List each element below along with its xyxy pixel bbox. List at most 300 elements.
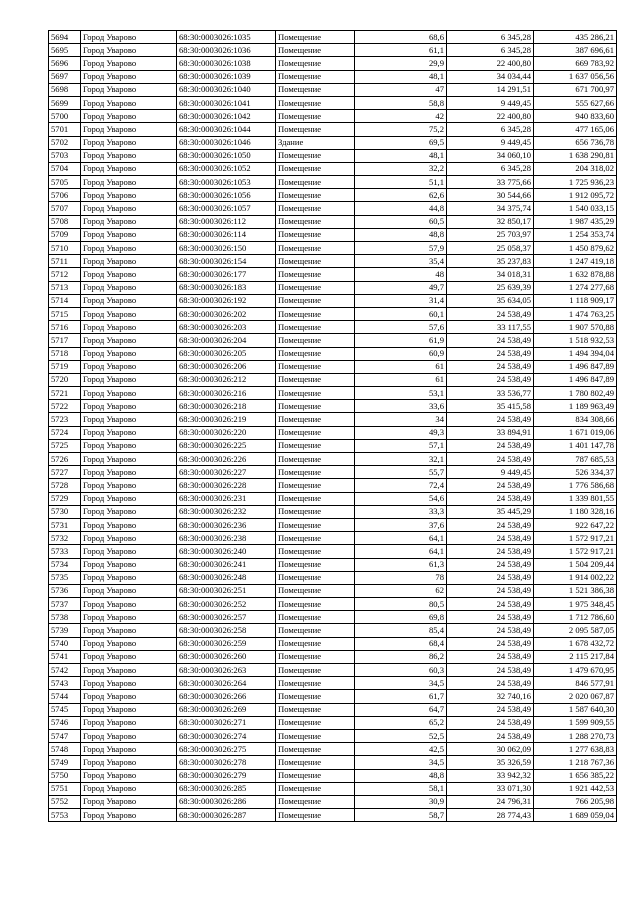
cadastral-value-cell: 435 286,21 bbox=[534, 31, 617, 44]
table-row bbox=[49, 413, 617, 426]
table-row bbox=[49, 571, 617, 584]
table-row bbox=[49, 176, 617, 189]
row-number-cell: 5711 bbox=[49, 255, 81, 268]
object-type-cell: Помещение bbox=[276, 110, 355, 123]
area-cell: 55,7 bbox=[355, 466, 447, 479]
table-row bbox=[49, 703, 617, 716]
cadastral-number-cell: 68:30:0003026:1050 bbox=[177, 149, 276, 162]
object-type-cell: Помещение bbox=[276, 624, 355, 637]
row-number-cell: 5747 bbox=[49, 729, 81, 742]
table-row bbox=[49, 70, 617, 83]
cadastral-value-cell: 1 725 936,23 bbox=[534, 176, 617, 189]
object-type-cell: Помещение bbox=[276, 518, 355, 531]
table-row bbox=[49, 96, 617, 109]
object-type-cell: Помещение bbox=[276, 387, 355, 400]
object-type-cell: Помещение bbox=[276, 228, 355, 241]
cadastral-number-cell: 68:30:0003026:226 bbox=[177, 453, 276, 466]
unit-value-cell: 24 538,49 bbox=[447, 439, 534, 452]
cadastral-number-cell: 68:30:0003026:177 bbox=[177, 268, 276, 281]
cadastral-number-cell: 68:30:0003026:225 bbox=[177, 439, 276, 452]
area-cell: 31,4 bbox=[355, 294, 447, 307]
cadastral-value-cell: 1 921 442,53 bbox=[534, 782, 617, 795]
settlement-cell: Город Уварово bbox=[81, 690, 177, 703]
cadastral-number-cell: 68:30:0003026:114 bbox=[177, 228, 276, 241]
row-number-cell: 5701 bbox=[49, 123, 81, 136]
table-row bbox=[49, 202, 617, 215]
table-row bbox=[49, 545, 617, 558]
table-row bbox=[49, 281, 617, 294]
cadastral-number-cell: 68:30:0003026:1057 bbox=[177, 202, 276, 215]
unit-value-cell: 33 894,91 bbox=[447, 426, 534, 439]
table-row bbox=[49, 294, 617, 307]
object-type-cell: Помещение bbox=[276, 729, 355, 742]
table-row bbox=[49, 44, 617, 57]
unit-value-cell: 28 774,43 bbox=[447, 809, 534, 822]
cadastral-number-cell: 68:30:0003026:266 bbox=[177, 690, 276, 703]
unit-value-cell: 24 538,49 bbox=[447, 716, 534, 729]
area-cell: 48,1 bbox=[355, 70, 447, 83]
cadastral-number-cell: 68:30:0003026:204 bbox=[177, 334, 276, 347]
cadastral-number-cell: 68:30:0003026:279 bbox=[177, 769, 276, 782]
settlement-cell: Город Уварово bbox=[81, 176, 177, 189]
table-row bbox=[49, 123, 617, 136]
area-cell: 48 bbox=[355, 268, 447, 281]
settlement-cell: Город Уварово bbox=[81, 716, 177, 729]
table-row bbox=[49, 347, 617, 360]
row-number-cell: 5724 bbox=[49, 426, 81, 439]
cadastral-value-cell: 1 274 277,68 bbox=[534, 281, 617, 294]
cadastral-number-cell: 68:30:0003026:228 bbox=[177, 479, 276, 492]
unit-value-cell: 24 538,49 bbox=[447, 677, 534, 690]
area-cell: 65,2 bbox=[355, 716, 447, 729]
cadastral-value-cell: 1 479 670,95 bbox=[534, 664, 617, 677]
cadastral-number-cell: 68:30:0003026:1038 bbox=[177, 57, 276, 70]
unit-value-cell: 25 058,37 bbox=[447, 242, 534, 255]
area-cell: 78 bbox=[355, 571, 447, 584]
area-cell: 35,4 bbox=[355, 255, 447, 268]
row-number-cell: 5742 bbox=[49, 664, 81, 677]
object-type-cell: Помещение bbox=[276, 123, 355, 136]
cadastral-value-cell: 1 540 033,15 bbox=[534, 202, 617, 215]
unit-value-cell: 24 538,49 bbox=[447, 307, 534, 320]
cadastral-number-cell: 68:30:0003026:150 bbox=[177, 242, 276, 255]
area-cell: 49,7 bbox=[355, 281, 447, 294]
cadastral-number-cell: 68:30:0003026:252 bbox=[177, 598, 276, 611]
object-type-cell: Помещение bbox=[276, 268, 355, 281]
cadastral-number-cell: 68:30:0003026:183 bbox=[177, 281, 276, 294]
settlement-cell: Город Уварово bbox=[81, 162, 177, 175]
settlement-cell: Город Уварово bbox=[81, 400, 177, 413]
unit-value-cell: 24 538,49 bbox=[447, 453, 534, 466]
row-number-cell: 5745 bbox=[49, 703, 81, 716]
cadastral-value-cell: 1 599 909,55 bbox=[534, 716, 617, 729]
cadastral-value-cell: 555 627,66 bbox=[534, 96, 617, 109]
unit-value-cell: 35 237,83 bbox=[447, 255, 534, 268]
area-cell: 49,3 bbox=[355, 426, 447, 439]
settlement-cell: Город Уварово bbox=[81, 215, 177, 228]
unit-value-cell: 24 538,49 bbox=[447, 637, 534, 650]
cadastral-number-cell: 68:30:0003026:259 bbox=[177, 637, 276, 650]
area-cell: 54,6 bbox=[355, 492, 447, 505]
object-type-cell: Помещение bbox=[276, 492, 355, 505]
object-type-cell: Помещение bbox=[276, 281, 355, 294]
unit-value-cell: 33 536,77 bbox=[447, 387, 534, 400]
unit-value-cell: 24 538,49 bbox=[447, 334, 534, 347]
table-row bbox=[49, 373, 617, 386]
cadastral-value-cell: 1 689 059,04 bbox=[534, 809, 617, 822]
settlement-cell: Город Уварово bbox=[81, 466, 177, 479]
table-row bbox=[49, 466, 617, 479]
unit-value-cell: 24 538,49 bbox=[447, 650, 534, 663]
unit-value-cell: 24 538,49 bbox=[447, 347, 534, 360]
table-row bbox=[49, 162, 617, 175]
cadastral-value-cell: 1 518 932,53 bbox=[534, 334, 617, 347]
area-cell: 33,3 bbox=[355, 505, 447, 518]
area-cell: 80,5 bbox=[355, 598, 447, 611]
area-cell: 68,6 bbox=[355, 31, 447, 44]
row-number-cell: 5696 bbox=[49, 57, 81, 70]
settlement-cell: Город Уварово bbox=[81, 439, 177, 452]
table-row bbox=[49, 809, 617, 822]
object-type-cell: Помещение bbox=[276, 782, 355, 795]
cadastral-number-cell: 68:30:0003026:269 bbox=[177, 703, 276, 716]
table-row bbox=[49, 598, 617, 611]
object-type-cell: Помещение bbox=[276, 294, 355, 307]
table-row bbox=[49, 677, 617, 690]
cadastral-value-cell: 1 474 763,25 bbox=[534, 307, 617, 320]
object-type-cell: Помещение bbox=[276, 558, 355, 571]
cadastral-number-cell: 68:30:0003026:216 bbox=[177, 387, 276, 400]
settlement-cell: Город Уварово bbox=[81, 149, 177, 162]
cadastral-number-cell: 68:30:0003026:238 bbox=[177, 532, 276, 545]
unit-value-cell: 24 538,49 bbox=[447, 373, 534, 386]
row-number-cell: 5731 bbox=[49, 518, 81, 531]
object-type-cell: Помещение bbox=[276, 255, 355, 268]
settlement-cell: Город Уварово bbox=[81, 189, 177, 202]
object-type-cell: Помещение bbox=[276, 83, 355, 96]
area-cell: 61,3 bbox=[355, 558, 447, 571]
row-number-cell: 5698 bbox=[49, 83, 81, 96]
row-number-cell: 5712 bbox=[49, 268, 81, 281]
settlement-cell: Город Уварово bbox=[81, 677, 177, 690]
row-number-cell: 5716 bbox=[49, 321, 81, 334]
row-number-cell: 5729 bbox=[49, 492, 81, 505]
row-number-cell: 5704 bbox=[49, 162, 81, 175]
settlement-cell: Город Уварово bbox=[81, 756, 177, 769]
unit-value-cell: 35 634,05 bbox=[447, 294, 534, 307]
unit-value-cell: 24 538,49 bbox=[447, 558, 534, 571]
table-row bbox=[49, 795, 617, 808]
settlement-cell: Город Уварово bbox=[81, 664, 177, 677]
row-number-cell: 5725 bbox=[49, 439, 81, 452]
object-type-cell: Помещение bbox=[276, 743, 355, 756]
unit-value-cell: 24 796,31 bbox=[447, 795, 534, 808]
settlement-cell: Город Уварово bbox=[81, 453, 177, 466]
cadastral-value-cell: 1 496 847,89 bbox=[534, 373, 617, 386]
settlement-cell: Город Уварово bbox=[81, 795, 177, 808]
cadastral-value-cell: 1 277 638,83 bbox=[534, 743, 617, 756]
object-type-cell: Помещение bbox=[276, 505, 355, 518]
settlement-cell: Город Уварово bbox=[81, 31, 177, 44]
area-cell: 75,2 bbox=[355, 123, 447, 136]
cadastral-value-cell: 1 638 290,81 bbox=[534, 149, 617, 162]
settlement-cell: Город Уварово bbox=[81, 637, 177, 650]
table-row bbox=[49, 110, 617, 123]
row-number-cell: 5743 bbox=[49, 677, 81, 690]
cadastral-value-cell: 1 776 586,68 bbox=[534, 479, 617, 492]
cadastral-value-cell: 1 637 056,56 bbox=[534, 70, 617, 83]
cadastral-number-cell: 68:30:0003026:202 bbox=[177, 307, 276, 320]
row-number-cell: 5730 bbox=[49, 505, 81, 518]
settlement-cell: Город Уварово bbox=[81, 413, 177, 426]
cadastral-number-cell: 68:30:0003026:203 bbox=[177, 321, 276, 334]
row-number-cell: 5749 bbox=[49, 756, 81, 769]
cadastral-number-cell: 68:30:0003026:1053 bbox=[177, 176, 276, 189]
table-row bbox=[49, 624, 617, 637]
object-type-cell: Помещение bbox=[276, 453, 355, 466]
area-cell: 33,6 bbox=[355, 400, 447, 413]
row-number-cell: 5705 bbox=[49, 176, 81, 189]
row-number-cell: 5753 bbox=[49, 809, 81, 822]
table-row bbox=[49, 532, 617, 545]
unit-value-cell: 30 544,66 bbox=[447, 189, 534, 202]
settlement-cell: Город Уварово bbox=[81, 387, 177, 400]
unit-value-cell: 14 291,51 bbox=[447, 83, 534, 96]
area-cell: 64,1 bbox=[355, 545, 447, 558]
unit-value-cell: 32 740,16 bbox=[447, 690, 534, 703]
area-cell: 60,3 bbox=[355, 664, 447, 677]
cadastral-number-cell: 68:30:0003026:251 bbox=[177, 584, 276, 597]
cadastral-number-cell: 68:30:0003026:205 bbox=[177, 347, 276, 360]
table-row bbox=[49, 149, 617, 162]
area-cell: 86,2 bbox=[355, 650, 447, 663]
cadastral-value-cell: 2 115 217,84 bbox=[534, 650, 617, 663]
area-cell: 62,6 bbox=[355, 189, 447, 202]
cadastral-value-cell: 1 572 917,21 bbox=[534, 532, 617, 545]
cadastral-number-cell: 68:30:0003026:1041 bbox=[177, 96, 276, 109]
unit-value-cell: 30 062,09 bbox=[447, 743, 534, 756]
unit-value-cell: 22 400,80 bbox=[447, 110, 534, 123]
object-type-cell: Помещение bbox=[276, 664, 355, 677]
unit-value-cell: 24 538,49 bbox=[447, 571, 534, 584]
cadastral-number-cell: 68:30:0003026:278 bbox=[177, 756, 276, 769]
row-number-cell: 5735 bbox=[49, 571, 81, 584]
row-number-cell: 5695 bbox=[49, 44, 81, 57]
area-cell: 60,9 bbox=[355, 347, 447, 360]
area-cell: 58,7 bbox=[355, 809, 447, 822]
table-row bbox=[49, 321, 617, 334]
table-row bbox=[49, 426, 617, 439]
row-number-cell: 5702 bbox=[49, 136, 81, 149]
settlement-cell: Город Уварово bbox=[81, 83, 177, 96]
settlement-cell: Город Уварово bbox=[81, 373, 177, 386]
object-type-cell: Помещение bbox=[276, 360, 355, 373]
settlement-cell: Город Уварово bbox=[81, 584, 177, 597]
settlement-cell: Город Уварово bbox=[81, 136, 177, 149]
unit-value-cell: 24 538,49 bbox=[447, 611, 534, 624]
unit-value-cell: 33 071,30 bbox=[447, 782, 534, 795]
cadastral-number-cell: 68:30:0003026:1044 bbox=[177, 123, 276, 136]
row-number-cell: 5721 bbox=[49, 387, 81, 400]
unit-value-cell: 24 538,49 bbox=[447, 664, 534, 677]
cadastral-value-cell: 787 685,53 bbox=[534, 453, 617, 466]
unit-value-cell: 24 538,49 bbox=[447, 598, 534, 611]
area-cell: 72,4 bbox=[355, 479, 447, 492]
table-row bbox=[49, 729, 617, 742]
area-cell: 48,8 bbox=[355, 228, 447, 241]
settlement-cell: Город Уварово bbox=[81, 70, 177, 83]
table-row bbox=[49, 360, 617, 373]
object-type-cell: Помещение bbox=[276, 347, 355, 360]
area-cell: 58,8 bbox=[355, 96, 447, 109]
cadastral-value-cell: 671 700,97 bbox=[534, 83, 617, 96]
registry-table bbox=[48, 30, 617, 822]
cadastral-value-cell: 1 975 348,45 bbox=[534, 598, 617, 611]
row-number-cell: 5734 bbox=[49, 558, 81, 571]
cadastral-value-cell: 477 165,06 bbox=[534, 123, 617, 136]
object-type-cell: Помещение bbox=[276, 479, 355, 492]
cadastral-number-cell: 68:30:0003026:1040 bbox=[177, 83, 276, 96]
row-number-cell: 5697 bbox=[49, 70, 81, 83]
cadastral-number-cell: 68:30:0003026:192 bbox=[177, 294, 276, 307]
table-row bbox=[49, 664, 617, 677]
settlement-cell: Город Уварово bbox=[81, 532, 177, 545]
unit-value-cell: 6 345,28 bbox=[447, 44, 534, 57]
row-number-cell: 5699 bbox=[49, 96, 81, 109]
settlement-cell: Город Уварово bbox=[81, 44, 177, 57]
row-number-cell: 5741 bbox=[49, 650, 81, 663]
row-number-cell: 5714 bbox=[49, 294, 81, 307]
area-cell: 47 bbox=[355, 83, 447, 96]
cadastral-number-cell: 68:30:0003026:263 bbox=[177, 664, 276, 677]
cadastral-value-cell: 387 696,61 bbox=[534, 44, 617, 57]
object-type-cell: Помещение bbox=[276, 677, 355, 690]
unit-value-cell: 34 018,31 bbox=[447, 268, 534, 281]
table-row bbox=[49, 255, 617, 268]
object-type-cell: Помещение bbox=[276, 31, 355, 44]
table-row bbox=[49, 136, 617, 149]
cadastral-number-cell: 68:30:0003026:258 bbox=[177, 624, 276, 637]
cadastral-number-cell: 68:30:0003026:1046 bbox=[177, 136, 276, 149]
table-row bbox=[49, 31, 617, 44]
row-number-cell: 5748 bbox=[49, 743, 81, 756]
cadastral-value-cell: 1 450 879,62 bbox=[534, 242, 617, 255]
unit-value-cell: 22 400,80 bbox=[447, 57, 534, 70]
settlement-cell: Город Уварово bbox=[81, 334, 177, 347]
object-type-cell: Помещение bbox=[276, 215, 355, 228]
cadastral-value-cell: 1 987 435,29 bbox=[534, 215, 617, 228]
object-type-cell: Помещение bbox=[276, 307, 355, 320]
cadastral-value-cell: 669 783,92 bbox=[534, 57, 617, 70]
area-cell: 57,1 bbox=[355, 439, 447, 452]
row-number-cell: 5736 bbox=[49, 584, 81, 597]
settlement-cell: Город Уварово bbox=[81, 782, 177, 795]
cadastral-value-cell: 1 189 963,49 bbox=[534, 400, 617, 413]
cadastral-number-cell: 68:30:0003026:1035 bbox=[177, 31, 276, 44]
row-number-cell: 5732 bbox=[49, 532, 81, 545]
cadastral-value-cell: 1 914 002,22 bbox=[534, 571, 617, 584]
area-cell: 34 bbox=[355, 413, 447, 426]
area-cell: 29,9 bbox=[355, 57, 447, 70]
object-type-cell: Помещение bbox=[276, 703, 355, 716]
table-row bbox=[49, 492, 617, 505]
cadastral-number-cell: 68:30:0003026:275 bbox=[177, 743, 276, 756]
row-number-cell: 5733 bbox=[49, 545, 81, 558]
object-type-cell: Помещение bbox=[276, 598, 355, 611]
row-number-cell: 5739 bbox=[49, 624, 81, 637]
unit-value-cell: 33 117,55 bbox=[447, 321, 534, 334]
area-cell: 42 bbox=[355, 110, 447, 123]
cadastral-value-cell: 1 339 801,55 bbox=[534, 492, 617, 505]
table-row bbox=[49, 558, 617, 571]
table-row bbox=[49, 215, 617, 228]
row-number-cell: 5710 bbox=[49, 242, 81, 255]
area-cell: 48,1 bbox=[355, 149, 447, 162]
cadastral-value-cell: 1 912 095,72 bbox=[534, 189, 617, 202]
area-cell: 44,8 bbox=[355, 202, 447, 215]
area-cell: 68,4 bbox=[355, 637, 447, 650]
object-type-cell: Помещение bbox=[276, 373, 355, 386]
area-cell: 61,1 bbox=[355, 44, 447, 57]
cadastral-value-cell: 1 180 328,16 bbox=[534, 505, 617, 518]
table-row bbox=[49, 637, 617, 650]
unit-value-cell: 9 449,45 bbox=[447, 136, 534, 149]
area-cell: 61 bbox=[355, 373, 447, 386]
area-cell: 64,1 bbox=[355, 532, 447, 545]
cadastral-value-cell: 1 780 802,49 bbox=[534, 387, 617, 400]
cadastral-value-cell: 1 288 270,73 bbox=[534, 729, 617, 742]
cadastral-number-cell: 68:30:0003026:219 bbox=[177, 413, 276, 426]
table-row bbox=[49, 189, 617, 202]
row-number-cell: 5722 bbox=[49, 400, 81, 413]
object-type-cell: Помещение bbox=[276, 57, 355, 70]
area-cell: 34,5 bbox=[355, 756, 447, 769]
cadastral-number-cell: 68:30:0003026:206 bbox=[177, 360, 276, 373]
settlement-cell: Город Уварово bbox=[81, 479, 177, 492]
area-cell: 42,5 bbox=[355, 743, 447, 756]
unit-value-cell: 33 775,66 bbox=[447, 176, 534, 189]
row-number-cell: 5694 bbox=[49, 31, 81, 44]
cadastral-value-cell: 1 218 767,36 bbox=[534, 756, 617, 769]
object-type-cell: Помещение bbox=[276, 149, 355, 162]
cadastral-number-cell: 68:30:0003026:231 bbox=[177, 492, 276, 505]
cadastral-number-cell: 68:30:0003026:236 bbox=[177, 518, 276, 531]
area-cell: 64,7 bbox=[355, 703, 447, 716]
settlement-cell: Город Уварово bbox=[81, 769, 177, 782]
row-number-cell: 5707 bbox=[49, 202, 81, 215]
cadastral-value-cell: 1 247 419,18 bbox=[534, 255, 617, 268]
object-type-cell: Помещение bbox=[276, 756, 355, 769]
row-number-cell: 5717 bbox=[49, 334, 81, 347]
cadastral-number-cell: 68:30:0003026:1039 bbox=[177, 70, 276, 83]
cadastral-value-cell: 526 334,37 bbox=[534, 466, 617, 479]
object-type-cell: Помещение bbox=[276, 162, 355, 175]
settlement-cell: Город Уварово bbox=[81, 110, 177, 123]
cadastral-number-cell: 68:30:0003026:218 bbox=[177, 400, 276, 413]
area-cell: 58,1 bbox=[355, 782, 447, 795]
settlement-cell: Город Уварово bbox=[81, 558, 177, 571]
row-number-cell: 5752 bbox=[49, 795, 81, 808]
unit-value-cell: 24 538,49 bbox=[447, 624, 534, 637]
area-cell: 34,5 bbox=[355, 677, 447, 690]
area-cell: 37,6 bbox=[355, 518, 447, 531]
settlement-cell: Город Уварово bbox=[81, 268, 177, 281]
area-cell: 32,1 bbox=[355, 453, 447, 466]
row-number-cell: 5723 bbox=[49, 413, 81, 426]
cadastral-value-cell: 922 647,22 bbox=[534, 518, 617, 531]
area-cell: 57,9 bbox=[355, 242, 447, 255]
row-number-cell: 5720 bbox=[49, 373, 81, 386]
